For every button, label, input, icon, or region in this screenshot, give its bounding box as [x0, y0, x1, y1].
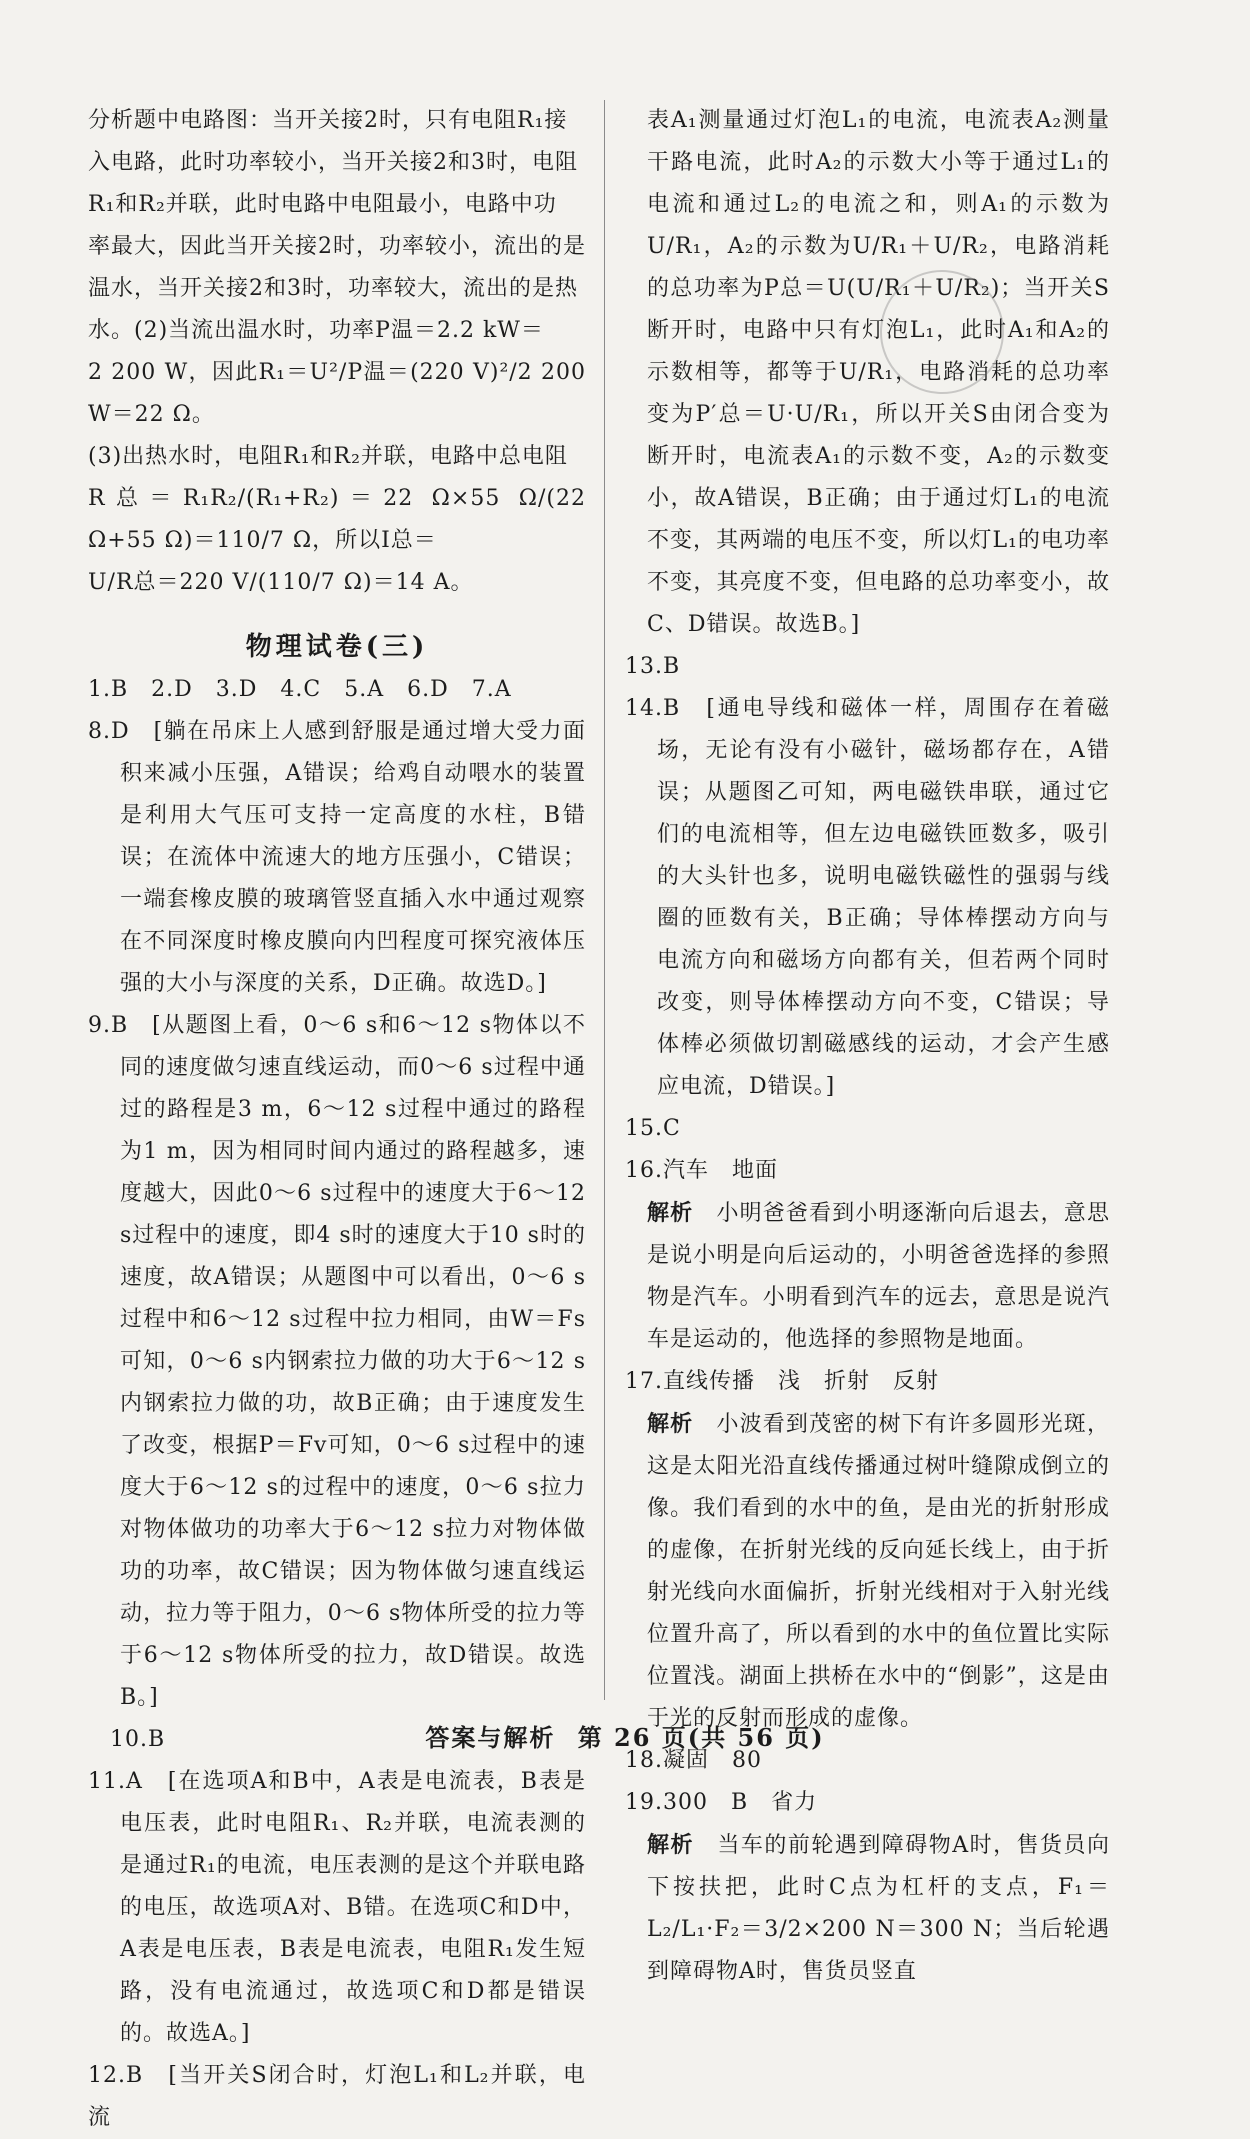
answer-q13: 13.B [625, 654, 681, 679]
explanation-text: 小明爸爸看到小明逐渐向后退去，意思是说小明是向后运动的，小明爸爸选择的参照物是汽车。小明看到汽车的远去，意思是说汽车是运动的，他选择的参照物是地面。 [647, 1201, 1110, 1352]
explanation-q19 [625, 1824, 1110, 1993]
right-column [625, 100, 1110, 1993]
column-divider [604, 100, 605, 1700]
section-title: 物理试卷(三) [245, 632, 429, 662]
intro-line: R₁和R₂并联，此时电路中电阻最小，电路中功 [88, 192, 557, 217]
footer-label: 答案与解析 [425, 1723, 556, 1752]
intro-line: 率最大，因此当开关接2时，功率较小，流出的是 [88, 234, 586, 259]
explanation-label: 解析 [647, 1200, 694, 1226]
answer-q9: 9.B [从题图上看，0～6 s和6～12 s物体以不同的速度做匀速直线运动，而0～6 s过程中通过的路程是3 m，6～12 s过程中通过的路程为1 m，因为相同时间内通过的路程越多，速度越大，因此0～6 s过程中的速度大于6～12 s过程中的速度，即4 s时的速度大于10 s时的速度，故A错误；从题图中可以看出，0～6 s过程中和6～12 s过程中拉力相同，由W＝Fs可知，0～6 s内钢索拉力做的功大于6～12 s内钢索拉力做的功，故B正确；由于速度发生了改变，根据P＝Fv可知，0～6 s过程中的速度大于6～12 s的过程中的速度，0～6 s拉力对物体做功的功率大于6～12 s拉力对物体做功的功率，故C错误；因为物体做匀速直线运动，拉力等于阻力，0～6 s物体所受的拉力等于6～12 s物体所受的拉力，故D错误。故选B。] [88, 1013, 586, 1710]
answer-q12-start: 12.B [当开关S闭合时，灯泡L₁和L₂并联，电流 [88, 2063, 586, 2130]
answer-q14: 14.B [通电导线和磁体一样，周围存在着磁场，无论有没有小磁针，磁场都存在，A错误；从题图乙可知，两电磁铁串联，通过它们的电流相等，但左边电磁铁匝数多，吸引的大头针也多，说明电磁铁磁性的强弱与线圈的匝数有关，B正确；导体棒摆动方向与电流方向和磁场方向都有关，但若两个同时改变，则导体棒摆动方向不变，C错误；导体棒必须做切割磁感线的运动，才会产生感应电流，D错误。] [625, 696, 1110, 1099]
explanation-q17 [625, 1403, 1110, 1740]
answer-q11: 11.A [在选项A和B中，A表是电流表，B表是电压表，此时电阻R₁、R₂并联，电流表测的是通过R₁的电流，电压表测的是这个并联电路的电压，故选项A对、B错。在选项C和D中，A表是电压表，B表是电流表，电阻R₁发生短路，没有电流通过，故选项C和D都是错误的。故选A。] [88, 1769, 586, 2046]
answer-q19: 19.300 B 省力 [625, 1790, 818, 1815]
intro-line: 分析题中电路图：当开关接2时，只有电阻R₁接 [88, 108, 568, 133]
page-number: 第 26 页(共 56 页) [577, 1723, 825, 1752]
intro-line: R总＝R₁R₂/(R₁+R₂)＝22 Ω×55 Ω/(22 Ω+55 Ω)＝110/7 Ω，所以I总＝ [88, 486, 586, 553]
page-footer [0, 1718, 1250, 1753]
answer-q10: 10.B [110, 1727, 166, 1752]
intro-line: 温水，当开关接2和3时，功率较大，流出的是热 [88, 276, 578, 301]
explanation-text: 当车的前轮遇到障碍物A时，售货员向下按扶把，此时C点为杠杆的支点，F₁＝L₂/L₁·F₂＝3/2×200 N＝300 N；当后轮遇到障碍物A时，售货员竖直 [647, 1833, 1110, 1984]
answer-q8: 8.D [躺在吊床上人感到舒服是通过增大受力面积来减小压强，A错误；给鸡自动喂水的装置是利用大气压可支持一定高度的水柱，B错误；在流体中流速大的地方压强小，C错误；一端套橡皮膜的玻璃管竖直插入水中通过观察在不同深度时橡皮膜向内凹程度可探究液体压强的大小与深度的关系，D正确。故选D。] [88, 719, 586, 996]
intro-line: (3)出热水时，电阻R₁和R₂并联，电路中总电阻 [88, 444, 568, 469]
answer-q12-continued: 表A₁测量通过灯泡L₁的电流，电流表A₂测量干路电流，此时A₂的示数大小等于通过L₁的电流和通过L₂的电流之和，则A₁的示数为U/R₁，A₂的示数为U/R₁＋U/R₂，电路消耗的总功率为P总＝U(U/R₁＋U/R₂)；当开关S断开时，电路中只有灯泡L₁，此时A₁和A₂的示数相等，都等于U/R₁，电路消耗的总功率变为P′总＝U·U/R₁，所以开关S由闭合变为断开时，电流表A₁的示数不变，A₂的示数变小，故A错误，B正确；由于通过灯L₁的电流不变，其两端的电压不变，所以灯L₁的电功率不变，其亮度不变，但电路的总功率变小，故C、D错误。故选B。] [647, 108, 1110, 637]
intro-line: U/R总＝220 V/(110/7 Ω)＝14 A。 [88, 570, 474, 595]
explanation-text: 小波看到茂密的树下有许多圆形光斑，这是太阳光沿直线传播通过树叶缝隙成倒立的像。我们看到的水中的鱼，是由光的折射形成的虚像，在折射光线的反向延长线上，由于折射光线向水面偏折，折射光线相对于入射光线位置升高了，所以看到的水中的鱼位置比实际位置浅。湖面上拱桥在水中的“倒影”，这是由于光的反射而形成的虚像。 [647, 1412, 1110, 1731]
answer-q17: 17.直线传播 浅 折射 反射 [625, 1369, 939, 1394]
intro-solution [88, 100, 586, 604]
explanation-q16 [625, 1192, 1110, 1361]
explanation-label: 解析 [647, 1832, 694, 1858]
intro-line: 入电路，此时功率较小，当开关接2和3时，电阻 [88, 150, 578, 175]
answer-q18: 18.凝固 80 [625, 1748, 762, 1773]
left-column [88, 100, 586, 2139]
answer-q15: 15.C [625, 1116, 681, 1141]
explanation-label: 解析 [647, 1411, 694, 1437]
answer-q16: 16.汽车 地面 [625, 1158, 778, 1183]
answer-q1-7: 1.B 2.D 3.D 4.C 5.A 6.D 7.A [88, 677, 512, 702]
intro-line: 2 200 W，因此R₁＝U²/P温＝(220 V)²/2 200 W＝22 Ω。 [88, 360, 586, 427]
intro-line: 水。(2)当流出温水时，功率P温＝2.2 kW＝ [88, 318, 544, 343]
